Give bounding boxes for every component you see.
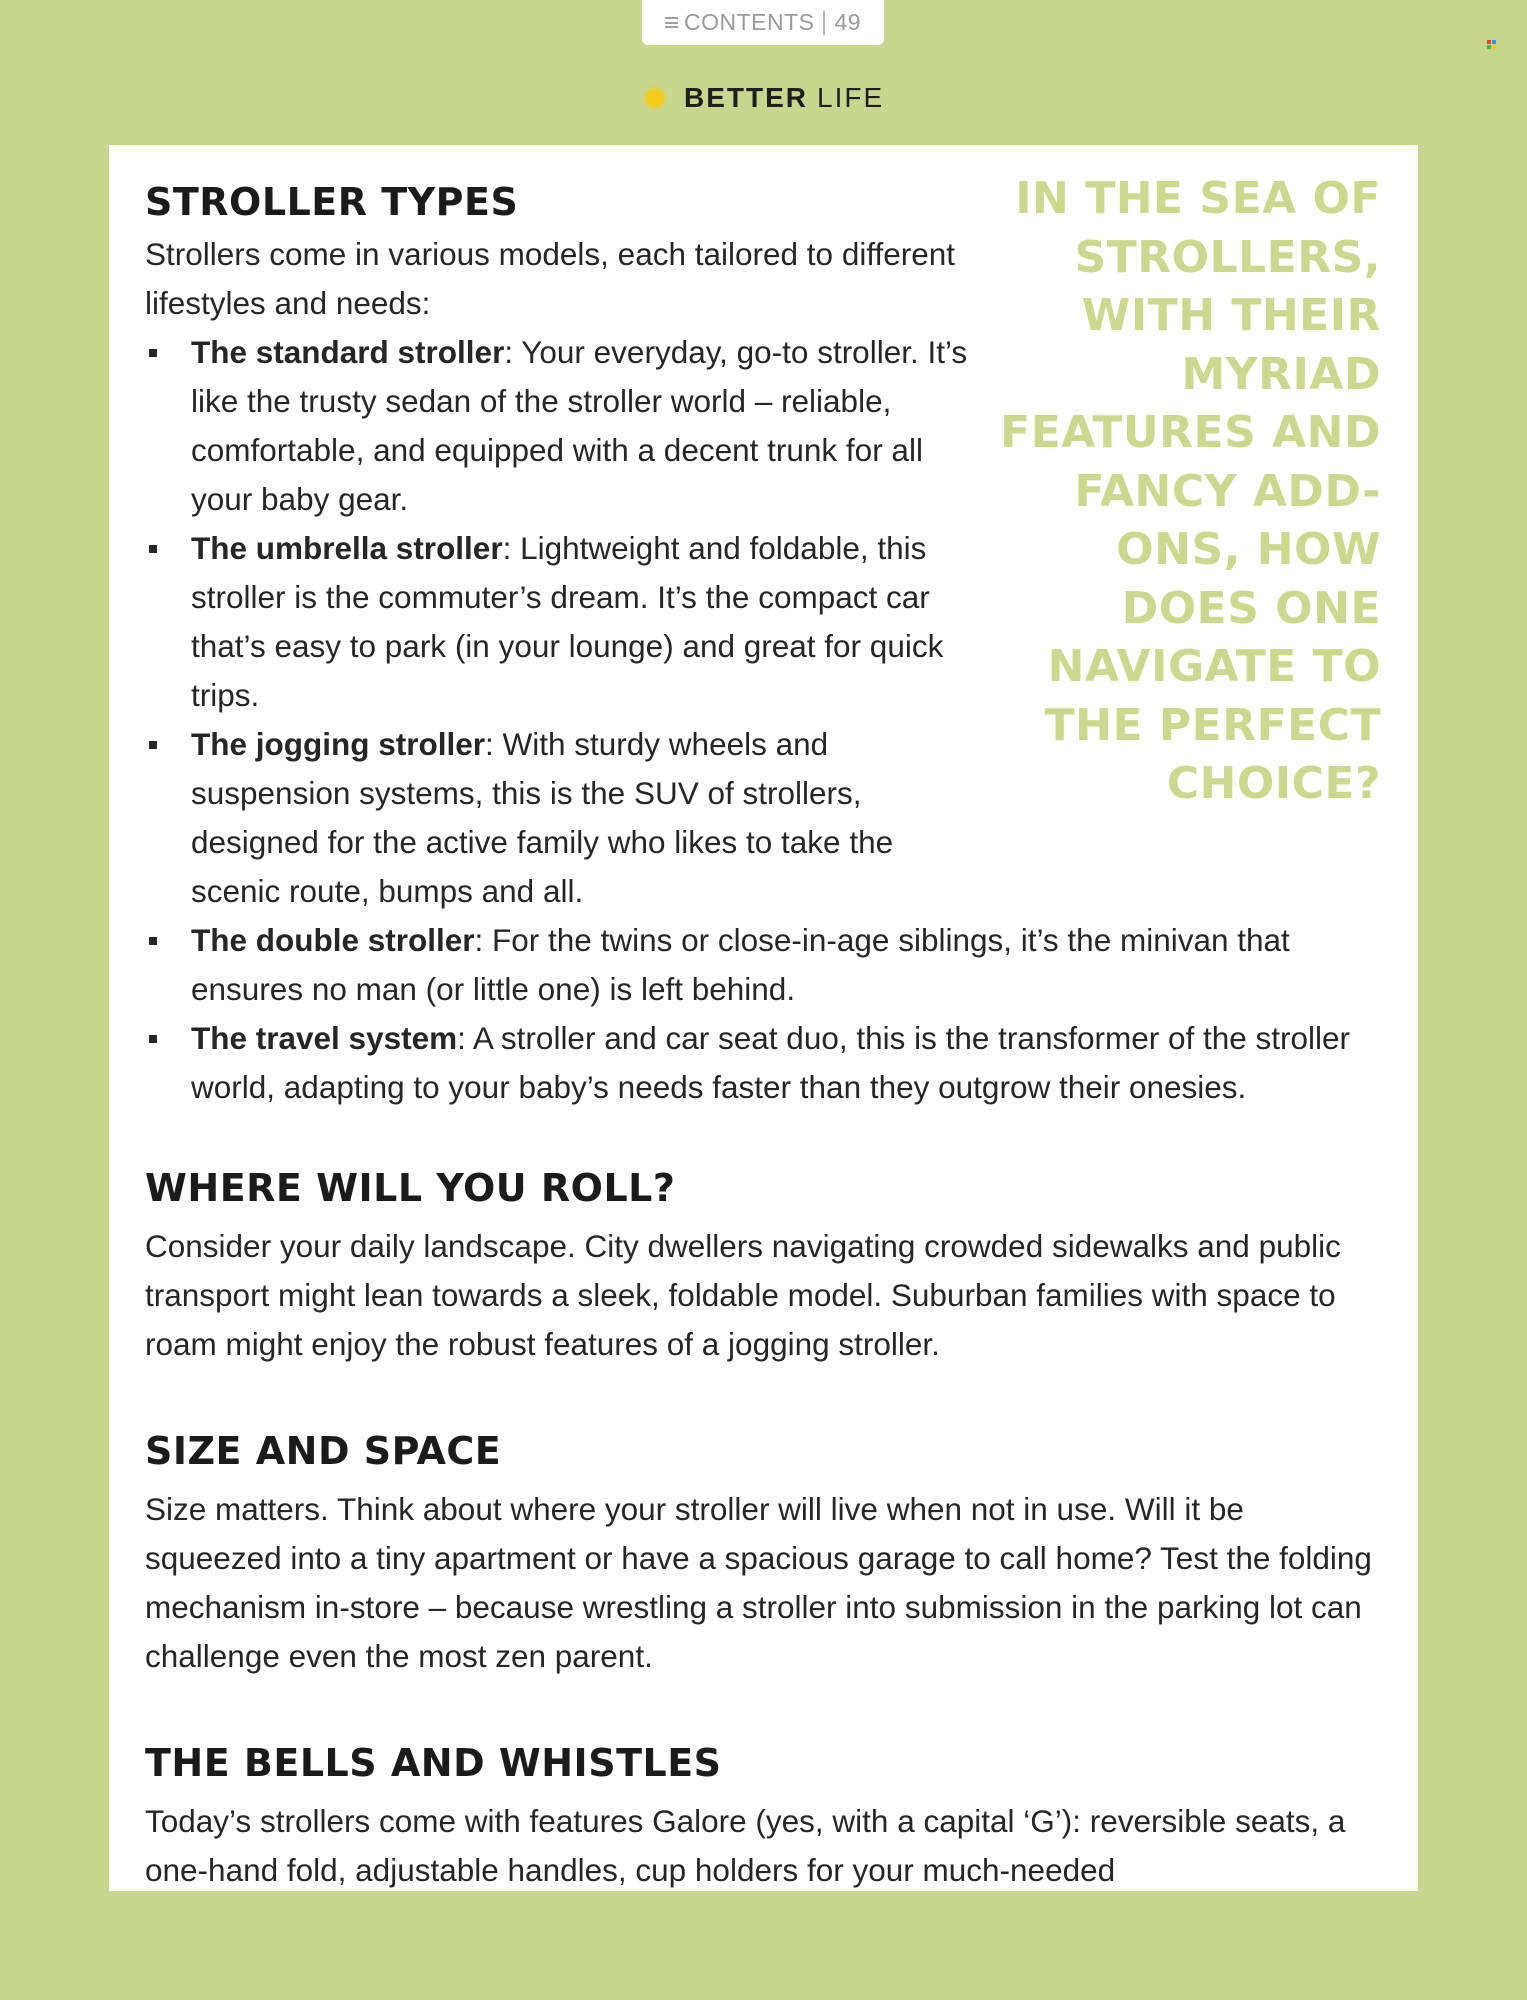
heading-stroller-types: STROLLER TYPES <box>145 180 519 224</box>
tab-divider <box>823 11 825 35</box>
list-item <box>145 916 1385 1014</box>
list-item-text: : A stroller and car seat duo, this is the transformer of the stroller world, adapting to your baby’s needs faster than they outgrow their onesies. <box>191 1020 1351 1105</box>
list-item-term: The double stroller <box>191 922 475 958</box>
stroller-types-intro: Strollers come in various models, each tailored to different lifestyles and needs: <box>145 236 956 321</box>
article-content <box>145 176 1385 1951</box>
list-item-text: : Your everyday, go-to stroller. It’s like the trusty sedan of the stroller world – reliable, comfortable, and equipped with a decent trunk for all your baby gear. <box>191 334 968 517</box>
section-stroller-types <box>145 176 1385 1112</box>
section-dot-icon <box>646 89 664 107</box>
contents-tab[interactable] <box>642 0 884 45</box>
section-bells-whistles <box>145 1737 1385 1895</box>
where-roll-body: Consider your daily landscape. City dwellers navigating crowded sidewalks and public transport might lean towards a sleek, foldable model. Suburban families with space to roam might enjoy the robust features of a jogging stroller. <box>145 1228 1341 1362</box>
list-item-term: The jogging stroller <box>191 726 486 762</box>
bullet-icon <box>149 349 157 357</box>
heading-bells-whistles: THE BELLS AND WHISTLES <box>145 1741 722 1785</box>
heading-where-roll: WHERE WILL YOU ROLL? <box>145 1166 676 1210</box>
section-where-roll <box>145 1162 1385 1369</box>
bullet-icon <box>149 1035 157 1043</box>
page-number: 49 <box>834 9 862 35</box>
list-item-text: : With sturdy wheels and suspension systems, this is the SUV of strollers, designed for the active family who likes to take the scenic route, bumps and all. <box>191 726 894 909</box>
section-tag-bold: BETTER <box>684 82 808 113</box>
bullet-icon <box>149 741 157 749</box>
bullet-icon <box>149 937 157 945</box>
list-item-text: : For the twins or close-in-age siblings, it’s the minivan that ensures no man (or little one) is left behind. <box>191 922 1290 1007</box>
section-tag-light: LIFE <box>817 82 885 113</box>
section-tag <box>646 78 884 118</box>
stroller-type-list <box>145 328 1385 1112</box>
bullet-icon <box>149 545 157 553</box>
pull-quote: IN THE SEA OF STROLLERS, WITH THEIR MYRIAD FEATURES AND FANCY ADD-ONS, HOW DOES ONE NAVIGATE TO THE PERFECT CHOICE? <box>1000 173 1381 809</box>
list-item-term: The umbrella stroller <box>191 530 503 566</box>
section-size-space <box>145 1425 1385 1681</box>
size-space-body: Size matters. Think about where your stroller will live when not in use. Will it be squeezed into a tiny apartment or have a spacious garage to call home? Test the folding mechanism in-store – because wrestling a stroller into submission in the parking lot can challenge even the most zen parent. <box>145 1491 1372 1674</box>
list-item <box>145 328 971 524</box>
hamburger-icon <box>665 17 678 28</box>
list-item-text: : Lightweight and foldable, this stroller is the commuter’s dream. It’s the compact car that’s easy to park (in your lounge) and great for quick trips. <box>191 530 944 713</box>
list-item-term: The standard stroller <box>191 334 505 370</box>
list-item <box>145 720 971 916</box>
corner-dots-icon <box>1487 40 1497 50</box>
bells-whistles-body: Today’s strollers come with features Galore (yes, with a capital ‘G’): reversible seats, a one-hand fold, adjustable handles, cup holders for your much-needed <box>145 1803 1346 1888</box>
list-item <box>145 524 951 720</box>
list-item-term: The travel system <box>191 1020 458 1056</box>
list-item <box>145 1014 1385 1112</box>
heading-size-space: SIZE AND SPACE <box>145 1429 502 1473</box>
contents-label: CONTENTS <box>683 9 815 35</box>
